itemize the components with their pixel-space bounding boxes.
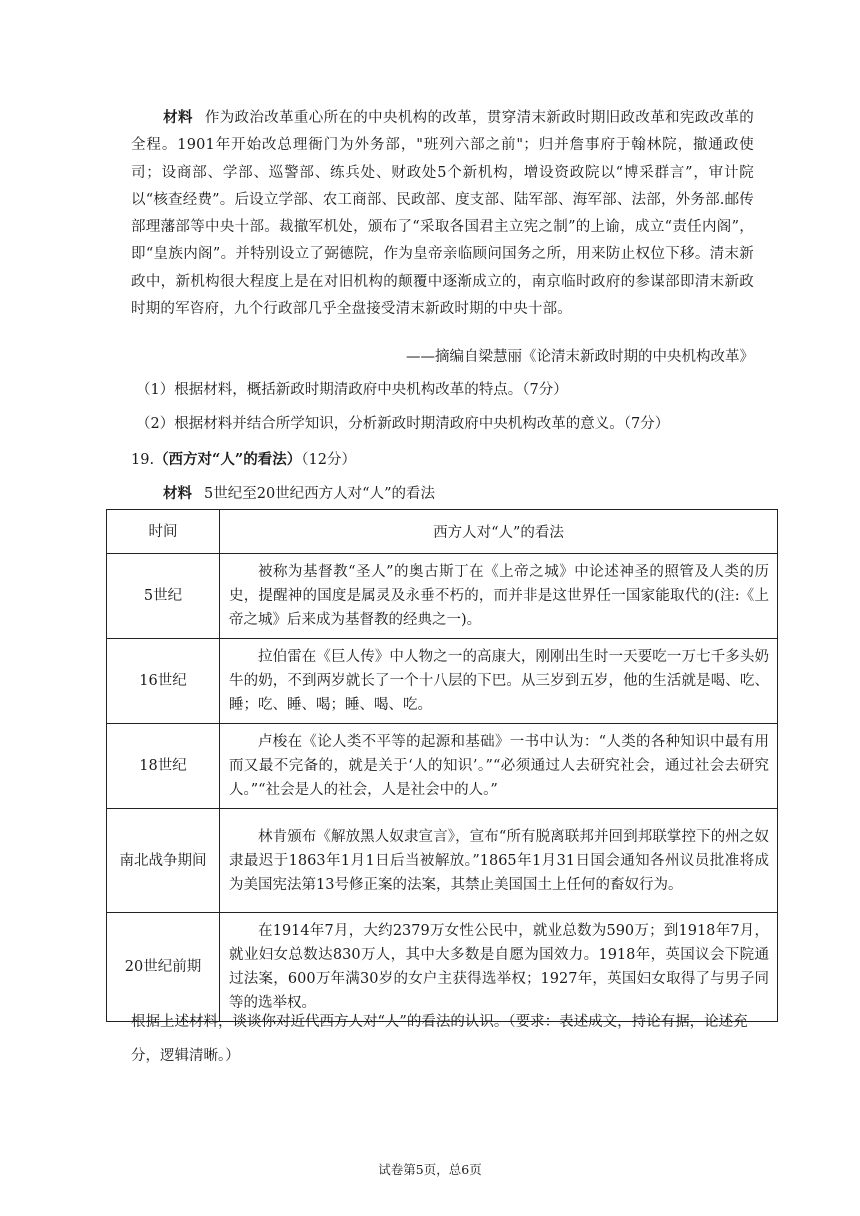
page-footer: 试卷第5页，总6页	[378, 1162, 482, 1177]
view-text: 在1914年7月，大约2379万女性公民中，就业总数为590万；到1918年7月，就业妇女总数达830万人，其中大多数是自愿为国效力。1918年，英国议会下院通过法案，600万年满30岁的女户主获得选举权；1927年，英国妇女取得了与男子同等的选举权。	[229, 923, 769, 1011]
view-text: 卢梭在《论人类不平等的起源和基础》一书中认为：“人类的各种知识中最有用而又最不完备的，就是关于‘人的知识’。”“必须通过人去研究社会，通过社会去研究人。”“社会是人的社会，人是社会中的人。”	[229, 734, 769, 798]
table-row	[107, 809, 778, 913]
material-2-line	[163, 483, 435, 505]
era-cell: 南北战争期间	[107, 809, 220, 913]
view-text: 林肯颁布《解放黑人奴隶宣言》，宣布“所有脱离联邦并回到邦联掌控下的州之奴隶最迟于1863年1月1日后当被解放。”1865年1月31日国会通知各州议员批准将成为美国宪法第13号修正案的法案，其禁止美国国土上任何的畜奴行为。	[229, 828, 769, 893]
question-19-heading	[131, 449, 356, 471]
material-2-text: 5世纪至20世纪西方人对“人”的看法	[204, 486, 436, 502]
table-row	[107, 554, 778, 639]
material-1-text: 作为政治改革重心所在的中央机构的改革，贯穿清末新政时期旧政改革和宪政改革的全程。1901年开始改总理衙门为外务部，"班列六部之前"；归并詹事府于翰林院，撤通政使司；设商部、学部、巡警部、练兵处、财政处5个新机构，增设资政院以“博采群言”，审计院以“核查经费”。后设立学部、农工商部、民政部、度支部、陆军部、海军部、法部，外务部.邮传部理藩部等中央十部。裁撤军机处，颁布了“采取各国君主立宪之制”的上谕，成立“责任内阁”，即“皇族内阁”。并特别设立了弼德院，作为皇帝亲临顾问国务之所，用来防止权位下移。清末新政中，新机构很大程度上是在对旧机构的颠覆中逐渐成立的，南京临时政府的参谋部即清末新政时期的军咨府，九个行政部几乎全盘接受清末新政时期的中央十部。	[131, 110, 754, 318]
material-1-source: ——摘编自梁慧丽《论清末新政时期的中央机构改革》	[406, 349, 754, 365]
material-1-paragraph	[131, 104, 754, 323]
table-header-row	[107, 510, 778, 554]
era-cell: 16世纪	[107, 639, 220, 724]
header-view: 西方人对“人”的看法	[220, 510, 778, 554]
question-19-score: （12分）	[301, 452, 356, 468]
era-cell: 18世纪	[107, 724, 220, 809]
material-1-label: 材料	[163, 109, 193, 126]
era-cell: 20世纪前期	[107, 913, 220, 1022]
question-19-number: 19.	[131, 452, 155, 468]
question-19-title: （西方对“人”的看法）	[154, 451, 302, 468]
header-time: 时间	[107, 510, 220, 554]
material-2-label: 材料	[163, 485, 192, 502]
view-cell	[220, 724, 778, 809]
era-cell: 5世纪	[107, 554, 220, 639]
question-2: （2）根据材料并结合所学知识，分析新政时期清政府中央机构改革的意义。（7分）	[136, 416, 670, 432]
table-row	[107, 639, 778, 724]
view-cell	[220, 554, 778, 639]
view-text: 拉伯雷在《巨人传》中人物之一的高康大，刚刚出生时一天要吃一万七千多头奶牛的奶，不到两岁就长了一个十八层的下巴。从三岁到五岁，他的生活就是喝、吃、睡；吃、睡、喝；睡、喝、吃。	[229, 649, 769, 713]
view-text: 被称为基督教“圣人”的奥古斯丁在《上帝之城》中论述神圣的照管及人类的历史，提醒神的国度是属灵及永垂不朽的，而并非是这世界任一国家能取代的(注:《上帝之城》后来成为基督教的经典之一)。	[229, 564, 769, 628]
views-table	[106, 509, 778, 1022]
essay-task: 根据上述材料，谈谈你对近代西方人对“人”的看法的认识。（要求：表述成文，持论有据，论述充分，逻辑清晰。）	[131, 1014, 748, 1064]
view-cell	[220, 639, 778, 724]
view-cell	[220, 809, 778, 913]
question-1: （1）根据材料，概括新政时期清政府中央机构改革的特点。（7分）	[136, 382, 568, 398]
table-row	[107, 724, 778, 809]
